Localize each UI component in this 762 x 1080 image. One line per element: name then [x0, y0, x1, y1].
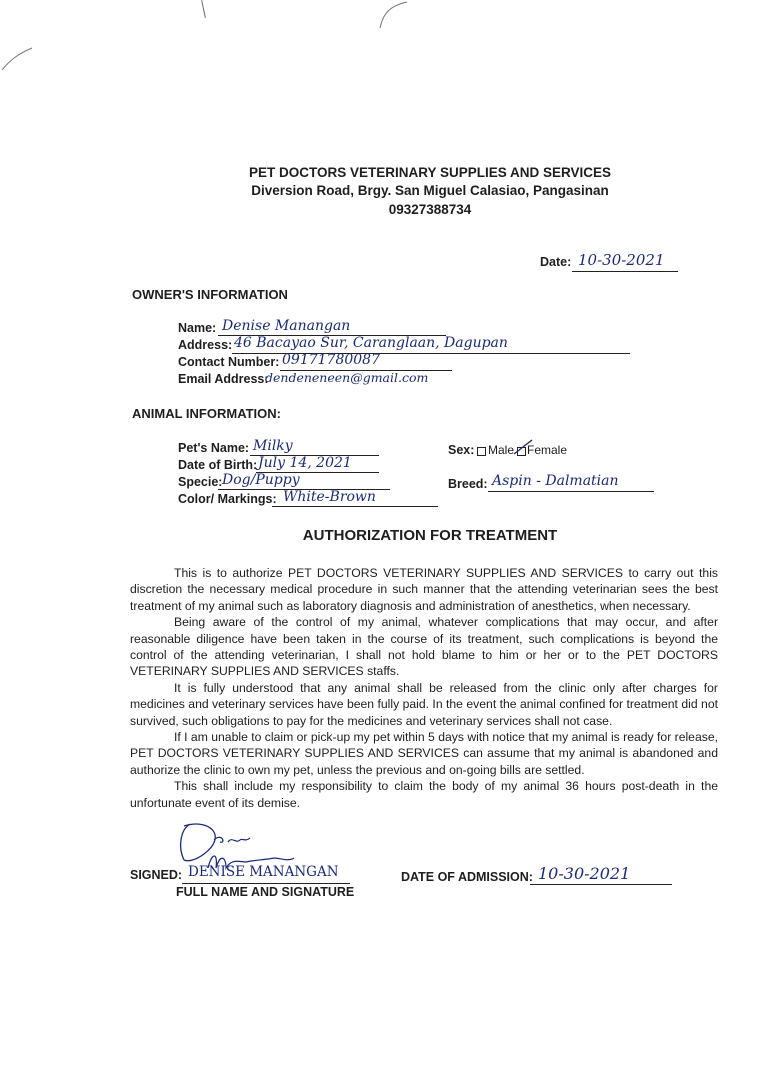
date-value: 10-30-2021	[578, 251, 665, 269]
owner-contact-label: Contact Number:	[178, 355, 280, 369]
authorization-paragraph: Being aware of the control of my animal, whatever complications that may occur, and after reasonable diligence have been taken in the course of its treatment, such complications is beyond the control of the attending veterinarian, I shall not hold blame to him or her or to the PET DOCTORS VETERINARY SUPPLIES AND SERVICES staffs.	[130, 615, 718, 679]
specie-label: Specie:	[178, 475, 223, 489]
signature-caption: FULL NAME AND SIGNATURE	[176, 885, 355, 899]
authorization-paragraph: This shall include my responsibility to claim the body of my animal 36 hours post-death in the unfortunate event of its demise.	[130, 779, 718, 810]
date-underline	[572, 271, 678, 272]
owner-address-label: Address:	[178, 338, 233, 352]
signed-underline	[182, 883, 350, 884]
scan-mark	[375, 0, 415, 30]
pet-name-label: Pet's Name:	[178, 441, 250, 455]
clinic-phone: 09327388734	[388, 202, 472, 217]
signed-label: SIGNED:	[130, 868, 183, 882]
clinic-address: Diversion Road, Brgy. San Miguel Calasiao, Pangasinan	[251, 183, 609, 198]
authorization-paragraph: If I am unable to claim or pick-up my pet within 5 days with notice that my animal is ready for release, PET DOCTORS VETERINARY SUPPLIES AND SERVICES can assume that my animal is abandoned and authorize the clinic to own my pet, unless the previous and on-going bills are settled.	[130, 730, 718, 777]
scan-mark	[0, 44, 40, 74]
owner-address-value: 46 Bacayao Sur, Caranglaan, Dagupan	[234, 335, 508, 351]
dob-label: Date of Birth:	[178, 458, 258, 472]
breed-value: Aspin - Dalmatian	[492, 473, 619, 489]
breed-label: Breed:	[448, 477, 488, 491]
owner-email-label: Email Address:	[178, 372, 269, 386]
dob-value: July 14, 2021	[258, 455, 352, 471]
owner-name-value: Denise Manangan	[222, 318, 351, 334]
owner-heading: OWNER'S INFORMATION	[132, 287, 288, 302]
admission-label: DATE OF ADMISSION:	[401, 870, 533, 884]
authorization-title: AUTHORIZATION FOR TREATMENT	[302, 527, 558, 544]
color-underline	[272, 506, 438, 507]
color-value: White-Brown	[283, 489, 376, 505]
specie-value: Dog/Puppy	[222, 472, 300, 488]
date-label: Date:	[540, 255, 572, 269]
sex-female-label: Female	[527, 443, 568, 457]
sex-male-label: Male	[488, 443, 515, 457]
authorization-body	[130, 565, 718, 811]
owner-name-label: Name:	[178, 321, 217, 335]
sex-label: Sex:	[448, 443, 475, 457]
signed-value: DENISE MANANGAN	[188, 864, 339, 880]
owner-contact-value: 09171780087	[282, 352, 380, 368]
authorization-paragraph: It is fully understood that any animal shall be released from the clinic only after charges for medicines and veterinary services have been fully paid. In the event the animal confined for treatment did not survived, such obligations to pay for the medicines and veterinary services shall not case.	[130, 680, 718, 728]
pet-name-value: Milky	[253, 438, 293, 454]
admission-underline	[530, 884, 672, 885]
animal-heading: ANIMAL INFORMATION:	[132, 406, 281, 421]
admission-value: 10-30-2021	[538, 864, 631, 883]
owner-email-value: dendeneneen@gmail.com	[265, 370, 429, 385]
color-label: Color/ Markings:	[178, 492, 277, 506]
scan-mark	[201, 0, 206, 18]
breed-underline	[488, 491, 654, 492]
clinic-name: PET DOCTORS VETERINARY SUPPLIES AND SERVICES	[248, 165, 612, 180]
sex-male-checkbox	[477, 447, 486, 456]
authorization-paragraph: This is to authorize PET DOCTORS VETERINARY SUPPLIES AND SERVICES to carry out this discretion the necessary medical procedure in such manner that the attending veterinarian sees the best treatment of my animal such as laboratory diagnosis and administration of anesthetics, when necessary.	[130, 566, 718, 613]
